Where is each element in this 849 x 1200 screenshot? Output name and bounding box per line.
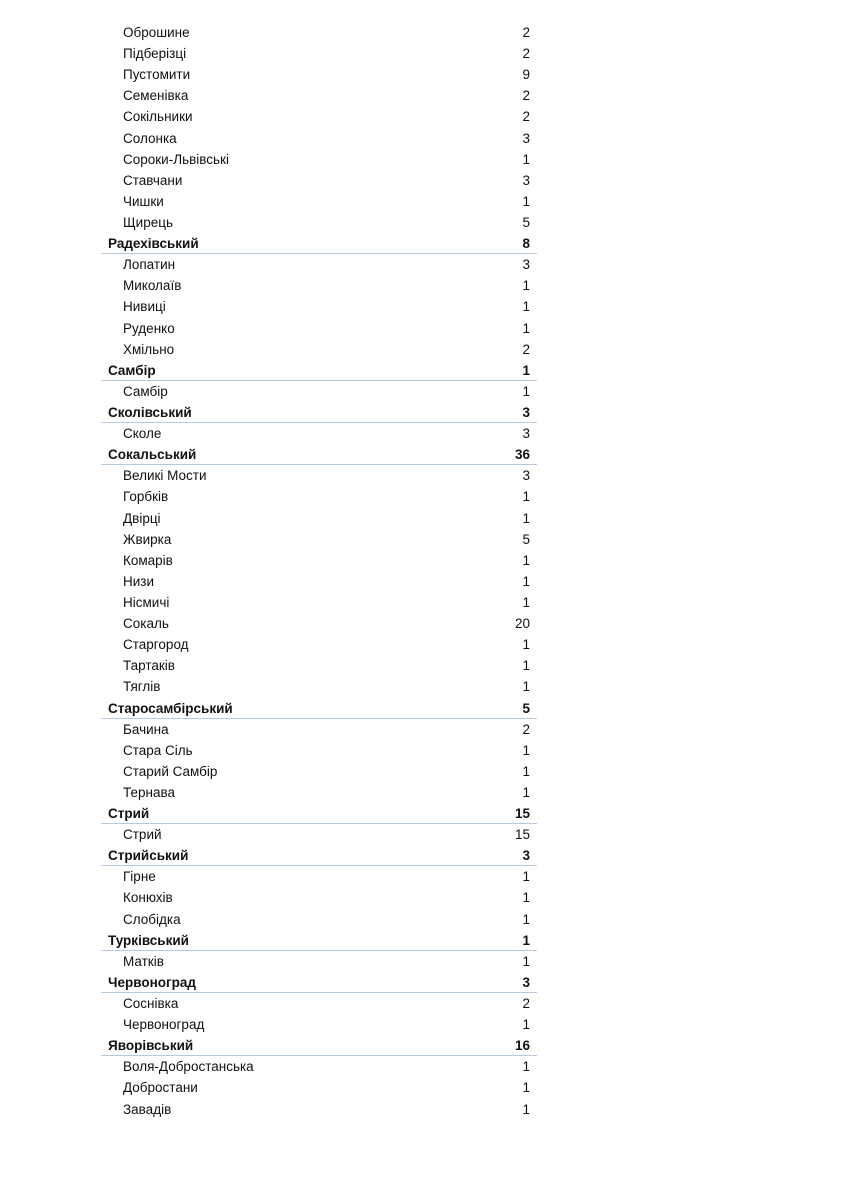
settlement-count: 3 xyxy=(522,426,530,442)
settlement-count: 3 xyxy=(522,257,530,273)
settlement-row xyxy=(101,43,537,64)
settlement-count: 15 xyxy=(514,827,530,843)
settlement-name: Завадів xyxy=(123,1101,172,1117)
settlement-name: Жвирка xyxy=(123,531,172,547)
settlement-row xyxy=(101,254,537,275)
settlement-row xyxy=(101,423,537,444)
settlement-row xyxy=(101,676,537,697)
settlement-name: Двірці xyxy=(123,510,161,526)
settlement-count: 1 xyxy=(522,320,530,336)
settlement-row xyxy=(101,128,537,149)
settlement-count: 1 xyxy=(522,1080,530,1096)
settlement-count: 1 xyxy=(522,299,530,315)
settlement-name: Низи xyxy=(123,573,155,589)
settlement-count: 1 xyxy=(522,658,530,674)
settlement-row xyxy=(101,508,537,529)
settlement-name: Гірне xyxy=(123,869,156,885)
district-row xyxy=(101,972,537,993)
settlement-name: Семенівка xyxy=(123,88,189,104)
settlement-count: 2 xyxy=(522,46,530,62)
district-count: 16 xyxy=(514,1038,530,1054)
settlement-name: Червоноград xyxy=(123,1017,205,1033)
district-count: 3 xyxy=(522,848,530,864)
settlement-row xyxy=(101,64,537,85)
district-name: Стрийський xyxy=(108,848,189,864)
settlement-name: Стрий xyxy=(123,827,162,843)
settlement-row xyxy=(101,1056,537,1077)
settlement-row xyxy=(101,655,537,676)
settlement-row xyxy=(101,761,537,782)
settlement-count: 1 xyxy=(522,573,530,589)
settlement-count: 3 xyxy=(522,130,530,146)
settlement-count: 1 xyxy=(522,953,530,969)
district-count: 1 xyxy=(522,932,530,948)
district-count: 36 xyxy=(514,447,530,463)
district-name: Старосамбірський xyxy=(108,700,233,716)
district-row xyxy=(101,845,537,866)
settlement-name: Слобідка xyxy=(123,911,181,927)
district-count: 8 xyxy=(522,236,530,252)
settlement-count: 1 xyxy=(522,742,530,758)
settlement-count: 1 xyxy=(522,383,530,399)
settlement-name: Конюхів xyxy=(123,890,173,906)
settlement-row xyxy=(101,486,537,507)
district-row xyxy=(101,803,537,824)
settlement-row xyxy=(101,106,537,127)
district-name: Стрий xyxy=(108,806,150,822)
district-count: 15 xyxy=(514,806,530,822)
settlement-count: 1 xyxy=(522,890,530,906)
settlement-row xyxy=(101,212,537,233)
settlement-count: 1 xyxy=(522,489,530,505)
settlement-row xyxy=(101,634,537,655)
settlement-count: 9 xyxy=(522,67,530,83)
settlement-row xyxy=(101,191,537,212)
settlement-row xyxy=(101,85,537,106)
settlement-name: Добростани xyxy=(123,1080,198,1096)
district-row xyxy=(101,930,537,951)
settlement-name: Чишки xyxy=(123,193,164,209)
settlement-row xyxy=(101,866,537,887)
settlement-count: 3 xyxy=(522,172,530,188)
settlement-row xyxy=(101,1099,537,1120)
district-count: 3 xyxy=(522,404,530,420)
settlement-row xyxy=(101,613,537,634)
settlement-row xyxy=(101,318,537,339)
district-name: Радехівський xyxy=(108,236,199,252)
district-count: 5 xyxy=(522,700,530,716)
district-name: Сколівський xyxy=(108,404,192,420)
settlement-count: 1 xyxy=(522,1059,530,1075)
settlement-row xyxy=(101,529,537,550)
settlement-row xyxy=(101,782,537,803)
settlement-name: Миколаїв xyxy=(123,278,182,294)
settlement-name: Нивиці xyxy=(123,299,166,315)
district-name: Червоноград xyxy=(108,974,196,990)
settlement-count: 5 xyxy=(522,214,530,230)
settlement-name: Руденко xyxy=(123,320,175,336)
district-row xyxy=(101,698,537,719)
settlement-row xyxy=(101,571,537,592)
settlement-row xyxy=(101,824,537,845)
settlement-name: Стара Сіль xyxy=(123,742,193,758)
settlement-count: 2 xyxy=(522,721,530,737)
settlement-row xyxy=(101,275,537,296)
settlement-count: 1 xyxy=(522,911,530,927)
district-name: Яворівський xyxy=(108,1038,194,1054)
settlement-row xyxy=(101,592,537,613)
settlement-count: 3 xyxy=(522,468,530,484)
settlement-name: Лопатин xyxy=(123,257,176,273)
settlement-row xyxy=(101,887,537,908)
settlement-count: 1 xyxy=(522,151,530,167)
settlement-row xyxy=(101,740,537,761)
settlement-name: Солонка xyxy=(123,130,177,146)
settlement-name: Підберізці xyxy=(123,46,187,62)
settlement-name: Воля-Добростанська xyxy=(123,1059,254,1075)
district-row xyxy=(101,360,537,381)
settlement-row xyxy=(101,951,537,972)
settlement-name: Оброшине xyxy=(123,25,190,40)
settlement-name: Великі Мости xyxy=(123,468,207,484)
settlement-name: Сокільники xyxy=(123,109,193,125)
district-row xyxy=(101,444,537,465)
district-count: 3 xyxy=(522,974,530,990)
settlement-count: 2 xyxy=(522,88,530,104)
district-name: Сокальський xyxy=(108,447,197,463)
settlement-count: 2 xyxy=(522,996,530,1012)
settlement-count: 1 xyxy=(522,278,530,294)
settlement-name: Сколе xyxy=(123,426,162,442)
settlement-count: 20 xyxy=(514,616,530,632)
settlement-count: 1 xyxy=(522,637,530,653)
settlement-name: Хмільно xyxy=(123,341,175,357)
settlement-row xyxy=(101,22,537,43)
settlement-row xyxy=(101,909,537,930)
settlement-name: Старий Самбір xyxy=(123,763,218,779)
settlement-count: 1 xyxy=(522,1017,530,1033)
settlement-row xyxy=(101,1077,537,1098)
district-row xyxy=(101,1035,537,1056)
settlement-name: Сороки-Львівські xyxy=(123,151,229,167)
district-count: 1 xyxy=(522,362,530,378)
settlement-name: Самбір xyxy=(123,383,168,399)
district-row xyxy=(101,233,537,254)
settlement-name: Комарів xyxy=(123,552,173,568)
settlement-count: 1 xyxy=(522,510,530,526)
settlement-count: 1 xyxy=(522,679,530,695)
settlement-count: 1 xyxy=(522,784,530,800)
settlement-name: Горбків xyxy=(123,489,169,505)
settlement-row xyxy=(101,1014,537,1035)
settlement-name: Бачина xyxy=(123,721,169,737)
settlement-count: 1 xyxy=(522,1101,530,1117)
settlement-name: Щирець xyxy=(123,214,173,230)
settlement-row xyxy=(101,993,537,1014)
settlement-name: Тяглів xyxy=(123,679,161,695)
settlement-count: 2 xyxy=(522,109,530,125)
settlement-row xyxy=(101,465,537,486)
settlement-count: 1 xyxy=(522,869,530,885)
settlement-row xyxy=(101,149,537,170)
settlement-name: Ставчани xyxy=(123,172,183,188)
district-name: Турківський xyxy=(108,932,189,948)
settlement-row xyxy=(101,296,537,317)
settlement-count: 2 xyxy=(522,341,530,357)
settlement-name: Соснівка xyxy=(123,996,179,1012)
settlement-count-table xyxy=(101,22,537,1120)
settlement-count: 1 xyxy=(522,552,530,568)
settlement-count: 1 xyxy=(522,193,530,209)
settlement-row xyxy=(101,550,537,571)
settlement-count: 5 xyxy=(522,531,530,547)
settlement-count: 1 xyxy=(522,594,530,610)
settlement-name: Матків xyxy=(123,953,164,969)
district-name: Самбір xyxy=(108,362,156,378)
settlement-name: Пустомити xyxy=(123,67,191,83)
settlement-name: Сокаль xyxy=(123,616,169,632)
settlement-count: 1 xyxy=(522,763,530,779)
settlement-row xyxy=(101,339,537,360)
settlement-name: Нісмичі xyxy=(123,594,170,610)
settlement-count: 2 xyxy=(522,25,530,40)
district-row xyxy=(101,402,537,423)
settlement-name: Старгород xyxy=(123,637,189,653)
settlement-name: Тартаків xyxy=(123,658,175,674)
settlement-row xyxy=(101,719,537,740)
settlement-row xyxy=(101,170,537,191)
settlement-name: Тернава xyxy=(123,784,175,800)
settlement-row xyxy=(101,381,537,402)
